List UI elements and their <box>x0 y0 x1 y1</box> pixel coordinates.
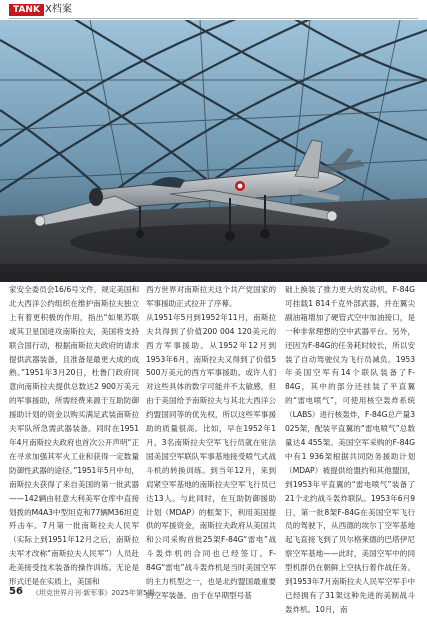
header-divider <box>9 18 418 19</box>
column-3-text: 础上换装了推力更大的发动机，F-84G可挂载1 814千克外部武器，并在翼尖副油箱增加了硬管式空中加油接口，是一种非常理想的空中武器平台。另外，还因为F-84G的任务耗时较长，所以安装了自动驾驶仪为飞行员减负。1953年美国空军有14个联队装备了F-84G，其中的部分还挂装了平直翼的“雷电喷气”，可使用核空轰炸系统（LABS）进行核轰炸，F-84G总产量3 025架，配装平直翼的“雷电喷气”总数量达4 455架。美国空军采购的F-84G中有1 936架根据共同防务援助计划（MDAP）被提供给盟约和其他盟国，到1953年平直翼的“雷电喷气”装备了21个北约战斗轰炸联队。1953年6月9日，第一批8架F-84G在美国空军飞行员的驾驶下，从西德的埃尔丁空军基地起飞直接飞到了贝尔格莱德的巴塔伊尼察空军基地——此时，美国空军中的同型机群仍在朝鲜上空执行着作战任务。到1953年7月南斯拉夫人民军空军手中已经拥有了31架这种先进的美制战斗轰炸机。10月，南 <box>285 285 415 614</box>
column-1-text: 家安全委员会16/6号文件，规定美国和北大西洋公约组织在维护南斯拉夫独立上有着更积极的作用，指出“如果苏联或其卫星国进攻南斯拉夫，美国将支持联合国行动，根据南斯拉夫政府的请求提供武器装备，且准备是最更大成的成熟。”1951年3月20日，杜鲁门政府同意向南斯拉夫提供总数达2 900万美元的军事援助，所需经费来源于互助防御援助计划的资金以购买满足武装南斯拉夫军队所急需武器装备。同时在1951年4月南斯拉夫政府也首次公开声明“正在寻求加强其军火工业和获得一定数量防御性武器的途径。”1951年5月中旬，南斯拉夫获得了来自美国的第一批武器——142辆由驻意大利美军仓库中直接划拨的M4A3中型坦克和77辆M36坦克歼击车。7月第一批南斯拉夫人民军（实际上到1951年12月之后，南斯拉夫军才改称“南斯拉夫人民军”）人员赴赴美接受技术装备的操作训练。无论是形式还是在实质上，美国和 <box>9 285 140 587</box>
hangar-scene-illustration <box>0 20 427 282</box>
article-column-3 <box>285 283 415 617</box>
publication-info: 《坦克世界月刊·新军事》2025年第5期 <box>32 589 155 597</box>
article-column-1 <box>9 283 139 589</box>
page-number: 56 <box>9 586 23 597</box>
page-footer <box>0 583 427 601</box>
magazine-logo-tag: TANK <box>9 4 44 16</box>
column-2-text: 西方世界对南斯拉夫这个共产党国家的军事援助正式拉开了序幕。 从1951年5月到1952年11月，南斯拉夫共得到了价值200 004 120美元的西方军事援助。从1952年12月到1953年6月，南斯拉夫又得到了价值5 500万美元的西方军事援助。或许人们对这些具体的数字可能并不太敏感，但由于美国给予南斯拉夫与其北大西洋公约盟国同等的优先权，所以这些军事援助的质量很高。比如，早在1952年1月，3名南斯拉夫空军飞行员就在驻法国美国空军联队军事基地接受喷气式战斗机的转换训练。到当年12月，来到肩紧空军基地的南斯拉夫空军飞行员已达13人。与此同时，在互助防御援助计划（MDAP）的框架下，利用美国提供的军援资金，南斯拉夫政府从美国共和公司采购首批25架F-84G“雷电”战斗轰炸机的合同也已经签订。F-84G“雷电”战斗轰炸机是当时美国空军的主力机型之一，也是北约盟国最重要的空军装备。由于在早期型号基 <box>146 285 276 600</box>
museum-aircraft-photo <box>0 20 427 282</box>
section-title: X档案 <box>45 4 72 15</box>
article-column-2 <box>146 283 276 603</box>
